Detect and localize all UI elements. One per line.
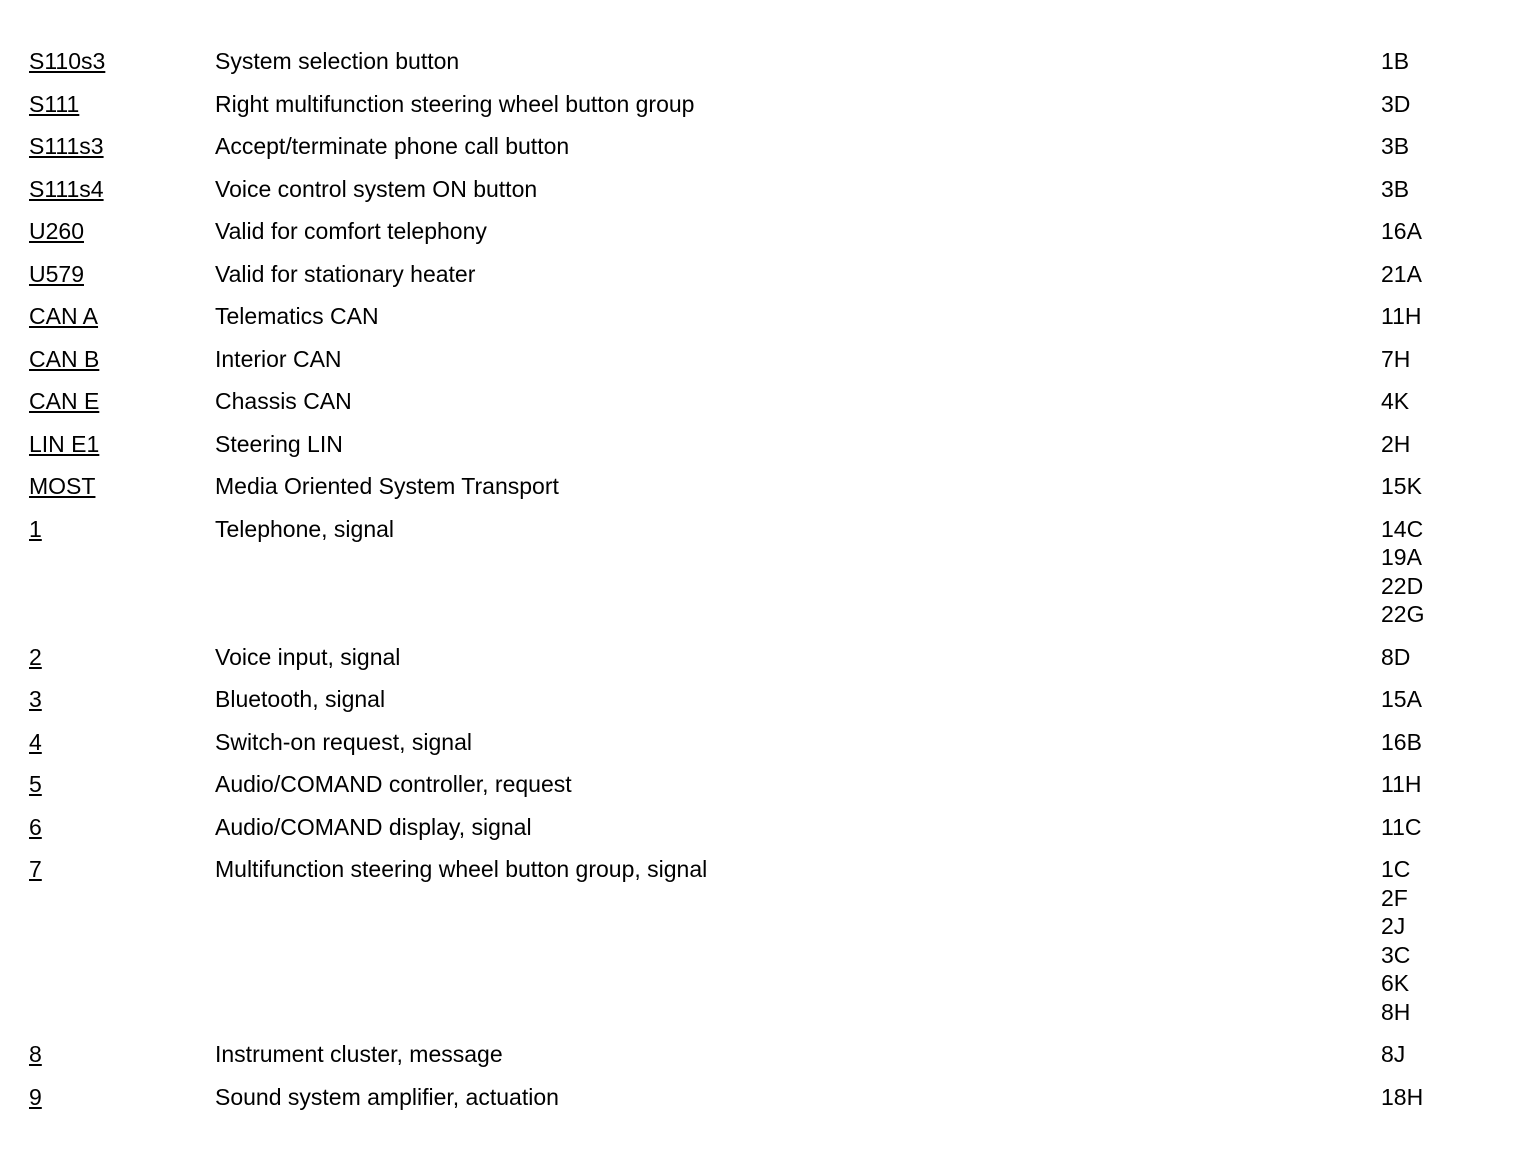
grid-reference: 11C (1381, 813, 1422, 840)
legend-code-link[interactable]: CAN B (29, 345, 100, 372)
legend-description: Media Oriented System Transport (215, 473, 559, 499)
legend-grid-references (1381, 90, 1499, 119)
legend-grid-references (1381, 728, 1499, 757)
legend-grid-references (1381, 855, 1499, 1026)
legend-code-link[interactable]: U579 (29, 260, 84, 287)
legend-description: Chassis CAN (215, 388, 352, 414)
legend-description: Telephone, signal (215, 515, 395, 542)
grid-reference: 11H (1381, 303, 1422, 329)
legend-row (29, 770, 1499, 813)
legend-grid-references (1381, 175, 1499, 204)
legend-description: Voice control system ON button (215, 175, 538, 202)
grid-reference: 1B (1381, 48, 1410, 74)
grid-reference: 3B (1381, 133, 1410, 159)
grid-reference: 15K (1381, 473, 1422, 499)
legend-row (29, 515, 1499, 643)
legend-code-link[interactable]: CAN E (29, 388, 100, 414)
legend-grid-references (1381, 345, 1499, 374)
legend-code-link[interactable]: CAN A (29, 303, 99, 329)
legend-description: Valid for stationary heater (215, 260, 476, 287)
legend-grid-references (1381, 685, 1499, 714)
legend-description: Voice input, signal (215, 643, 401, 670)
legend-row (29, 1083, 1499, 1126)
grid-reference: 19A (1381, 544, 1422, 570)
legend-row (29, 302, 1499, 345)
legend-code-link[interactable]: 5 (29, 771, 42, 797)
legend-code-link[interactable]: 8 (29, 1041, 42, 1067)
legend-row (29, 387, 1499, 430)
grid-reference: 16B (1381, 728, 1422, 755)
legend-code-link[interactable]: 1 (29, 515, 42, 542)
legend-code-link[interactable]: U260 (29, 218, 84, 244)
grid-reference: 16A (1381, 218, 1422, 244)
legend-description: Multifunction steering wheel button group, signal (215, 856, 708, 882)
legend-row (29, 643, 1499, 686)
grid-reference: 2H (1381, 430, 1411, 457)
grid-reference: 3C (1381, 941, 1411, 968)
grid-reference: 21A (1381, 260, 1422, 287)
grid-reference: 22G (1381, 601, 1425, 627)
legend-grid-references (1381, 515, 1499, 629)
grid-reference: 3D (1381, 90, 1411, 117)
grid-reference: 7H (1381, 345, 1411, 372)
legend-row (29, 813, 1499, 856)
grid-reference: 2F (1381, 884, 1408, 911)
grid-reference: 3B (1381, 175, 1410, 202)
legend-code-link[interactable]: MOST (29, 473, 96, 499)
legend-row (29, 855, 1499, 1040)
legend-row (29, 90, 1499, 133)
legend-description: System selection button (215, 48, 460, 74)
legend-row (29, 345, 1499, 388)
legend-description: Steering LIN (215, 430, 343, 457)
legend-row (29, 685, 1499, 728)
legend-description: Switch-on request, signal (215, 728, 472, 755)
legend-code-link[interactable]: 2 (29, 643, 42, 670)
legend-grid-references (1381, 260, 1499, 289)
legend-code-link[interactable]: 7 (29, 856, 42, 882)
legend-code-link[interactable]: S110s3 (29, 48, 106, 74)
legend-description: Audio/COMAND controller, request (215, 771, 572, 797)
legend-grid-references (1381, 132, 1499, 161)
legend-code-link[interactable]: 4 (29, 728, 42, 755)
legend-code-link[interactable]: S111s3 (29, 133, 104, 159)
legend-description: Sound system amplifier, actuation (215, 1083, 559, 1110)
legend-grid-references (1381, 217, 1499, 246)
grid-reference: 22D (1381, 572, 1424, 599)
grid-reference: 4K (1381, 388, 1410, 414)
legend-row (29, 175, 1499, 218)
legend-description: Accept/terminate phone call button (215, 133, 570, 159)
legend-description: Right multifunction steering wheel button group (215, 90, 695, 117)
legend-grid-references (1381, 770, 1499, 799)
legend-description: Valid for comfort telephony (215, 218, 487, 244)
legend-description: Telematics CAN (215, 303, 379, 329)
legend-grid-references (1381, 302, 1499, 331)
legend-table (29, 47, 1499, 1125)
legend-code-link[interactable]: S111s4 (29, 175, 104, 202)
legend-grid-references (1381, 387, 1499, 416)
legend-grid-references (1381, 47, 1499, 76)
grid-reference: 1C (1381, 856, 1411, 882)
legend-row (29, 728, 1499, 771)
legend-grid-references (1381, 1083, 1499, 1112)
legend-grid-references (1381, 643, 1499, 672)
legend-row (29, 430, 1499, 473)
grid-reference: 8J (1381, 1041, 1406, 1067)
legend-row (29, 1040, 1499, 1083)
grid-reference: 18H (1381, 1083, 1424, 1110)
legend-grid-references (1381, 472, 1499, 501)
grid-reference: 15A (1381, 686, 1422, 712)
legend-code-link[interactable]: 9 (29, 1083, 42, 1110)
grid-reference: 6K (1381, 970, 1410, 996)
legend-row (29, 260, 1499, 303)
legend-description: Bluetooth, signal (215, 686, 386, 712)
grid-reference: 14C (1381, 515, 1424, 542)
legend-grid-references (1381, 813, 1499, 842)
grid-reference: 2J (1381, 913, 1406, 939)
legend-code-link[interactable]: LIN E1 (29, 430, 100, 457)
legend-row (29, 132, 1499, 175)
legend-description: Interior CAN (215, 345, 342, 372)
legend-grid-references (1381, 1040, 1499, 1069)
legend-code-link[interactable]: 6 (29, 813, 42, 840)
grid-reference: 8D (1381, 643, 1411, 670)
legend-grid-references (1381, 430, 1499, 459)
legend-row (29, 217, 1499, 260)
legend-row (29, 47, 1499, 90)
legend-code-link[interactable]: 3 (29, 686, 42, 712)
legend-code-link[interactable]: S111 (29, 90, 80, 117)
grid-reference: 11H (1381, 771, 1422, 797)
legend-description: Audio/COMAND display, signal (215, 813, 532, 840)
legend-row (29, 472, 1499, 515)
legend-description: Instrument cluster, message (215, 1041, 503, 1067)
grid-reference: 8H (1381, 998, 1411, 1025)
